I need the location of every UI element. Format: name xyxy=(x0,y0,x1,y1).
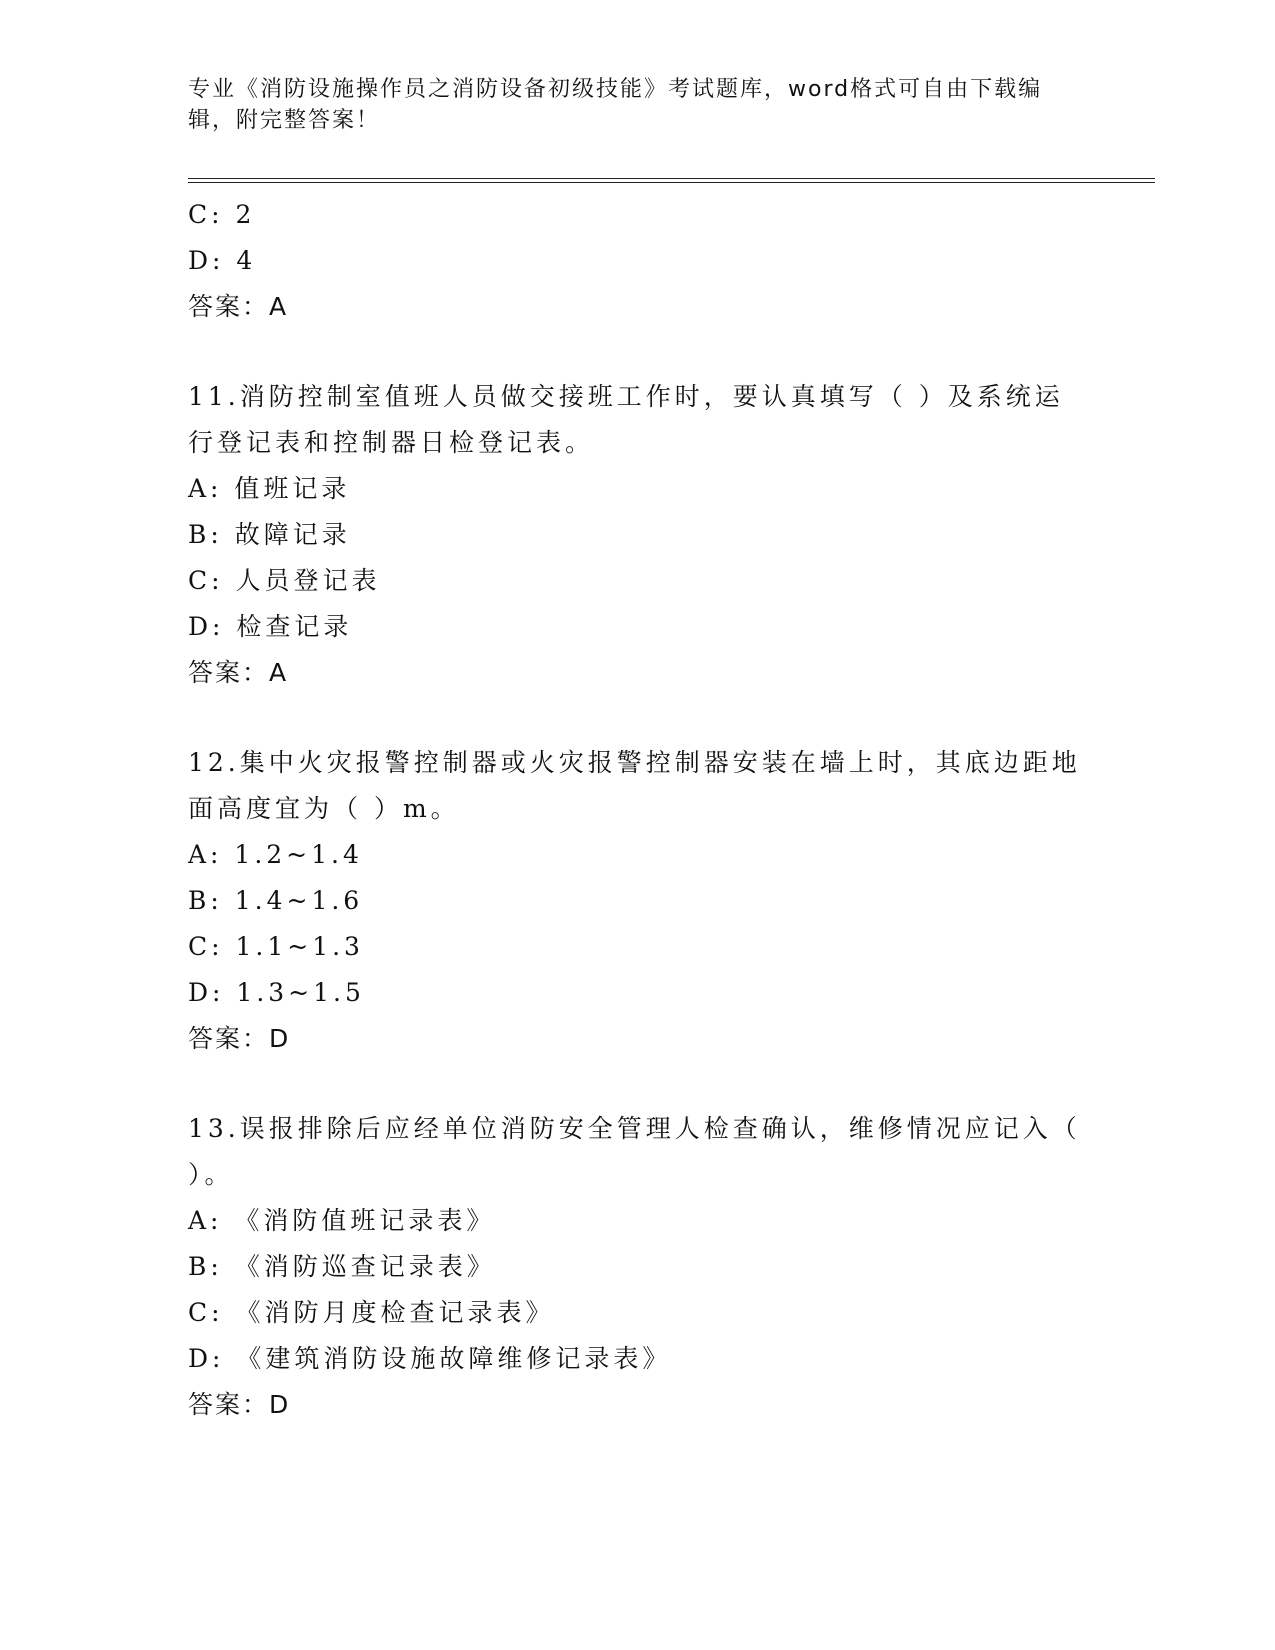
question-stem-line-1: 11.消防控制室值班人员做交接班工作时，要认真填写（ ）及系统运 xyxy=(188,382,1064,411)
option-c: C: 《消防月度检查记录表》 xyxy=(188,1298,555,1327)
question-10-tail xyxy=(188,192,1088,330)
option-a: A: 《消防值班记录表》 xyxy=(188,1206,496,1235)
question-11 xyxy=(188,374,1088,696)
option-a: A: 1.2~1.4 xyxy=(188,840,363,869)
option-c: C: 1.1~1.3 xyxy=(188,932,364,961)
question-stem-line-2: ）。 xyxy=(188,1160,234,1189)
option-a: A: 值班记录 xyxy=(188,474,351,503)
header-line-2: 辑，附完整答案！ xyxy=(188,108,381,133)
question-stem-line-1: 12.集中火灾报警控制器或火灾报警控制器安装在墙上时，其底边距地 xyxy=(188,748,1081,777)
answer: 答案：D xyxy=(188,1390,291,1419)
header-line-1: 专业《消防设施操作员之消防设备初级技能》考试题库，word格式可自由下载编 xyxy=(188,77,1043,102)
spacer xyxy=(188,1062,1088,1106)
header-divider-top xyxy=(188,178,1155,179)
option-c: C: 2 xyxy=(188,200,256,229)
question-stem-line-2: 行登记表和控制器日检登记表。 xyxy=(188,428,595,457)
question-stem-line-2: 面高度宜为（ ）m。 xyxy=(188,794,460,823)
question-12 xyxy=(188,740,1088,1062)
spacer xyxy=(188,330,1088,374)
spacer xyxy=(188,696,1088,740)
answer: 答案：A xyxy=(188,658,289,687)
header-divider-bottom xyxy=(188,182,1155,183)
option-c: C: 人员登记表 xyxy=(188,566,381,595)
question-stem-line-1: 13.误报排除后应经单位消防安全管理人检查确认，维修情况应记入（ xyxy=(188,1114,1081,1143)
option-b: B: 故障记录 xyxy=(188,520,351,549)
answer: 答案：D xyxy=(188,1024,291,1053)
question-13 xyxy=(188,1106,1088,1428)
page-header xyxy=(188,74,1088,136)
answer: 答案：A xyxy=(188,292,289,321)
option-d: D: 1.3~1.5 xyxy=(188,978,365,1007)
option-d: D: 《建筑消防设施故障维修记录表》 xyxy=(188,1344,672,1373)
question-list xyxy=(188,192,1088,1428)
option-d: D: 4 xyxy=(188,246,257,275)
option-d: D: 检查记录 xyxy=(188,612,353,641)
option-b: B: 《消防巡查记录表》 xyxy=(188,1252,496,1281)
option-b: B: 1.4~1.6 xyxy=(188,886,364,915)
